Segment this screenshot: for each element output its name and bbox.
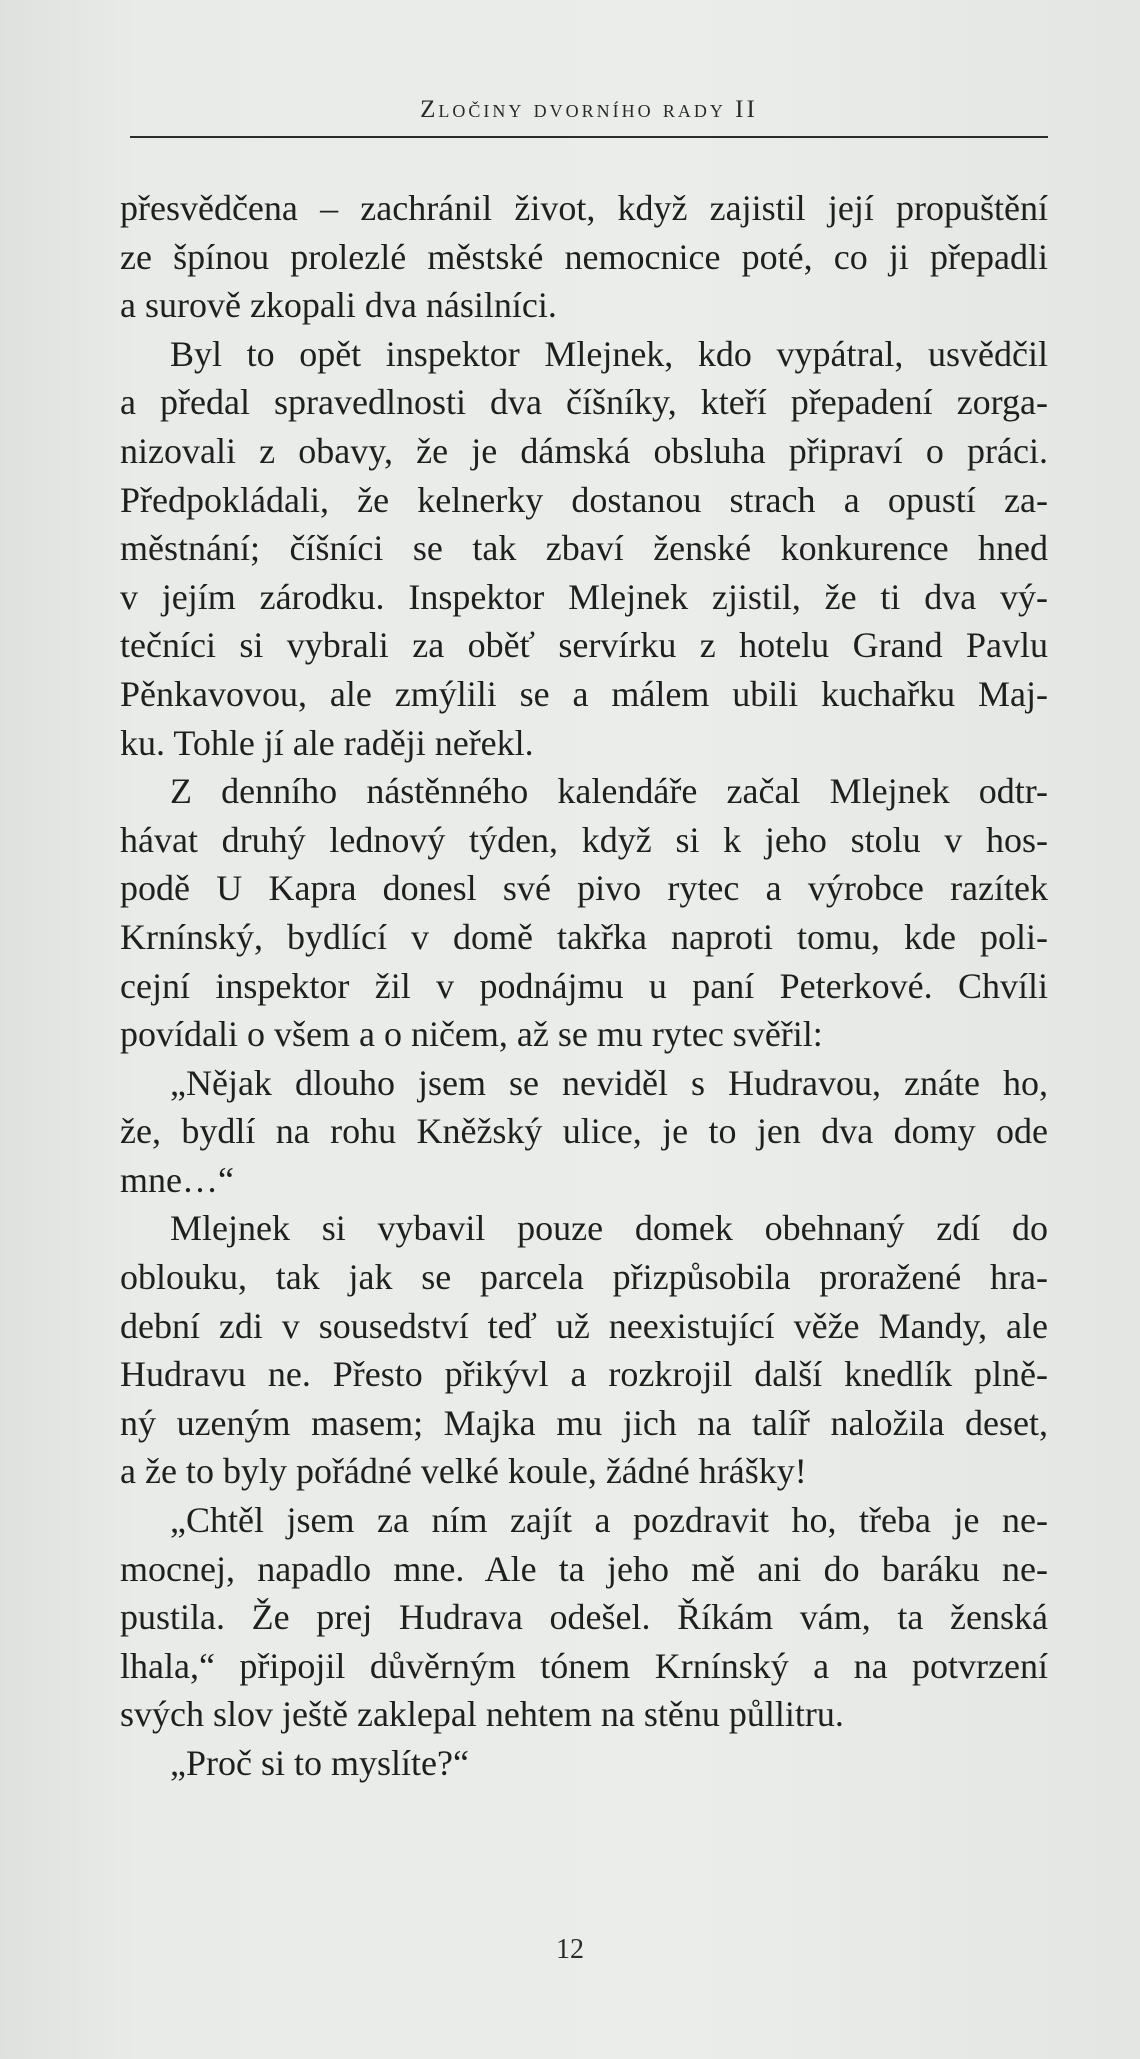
page-number: 12 — [556, 1934, 584, 1965]
text-line: a že to byly pořádné velké koule, žádné hrášky! — [120, 1451, 807, 1492]
text-line: Mlejnek si vybavil pouze domek obehnaný zdí do — [170, 1208, 1048, 1249]
text-line: Hudravu ne. Přesto přikývl a rozkrojil další knedlík plně- — [120, 1354, 1048, 1395]
text-line: dební zdi v sousedství teď už neexistující věže Mandy, ale — [120, 1305, 1048, 1346]
text-line: podě U Kapra donesl své pivo rytec a výrobce razítek — [120, 868, 1048, 909]
body-text — [120, 184, 1048, 1788]
text-line: přesvědčena – zachránil život, když zajistil její propuštění — [120, 188, 1048, 228]
text-line: hávat druhý lednový týden, když si k jeho stolu v hos- — [120, 819, 1048, 860]
text-line: „Chtěl jsem za ním zajít a pozdravit ho, třeba je ne- — [170, 1500, 1048, 1541]
text-line: Krnínský, bydlící v domě takřka naproti tomu, kde poli- — [120, 916, 1048, 957]
text-line: povídali o všem a o ničem, až se mu rytec svěřil: — [120, 1014, 823, 1055]
text-line: mne…“ — [120, 1159, 234, 1200]
text-line: Byl to opět inspektor Mlejnek, kdo vypátral, usvědčil — [170, 333, 1048, 374]
text-line: a surově zkopali dva násilníci. — [120, 285, 557, 326]
header-rule — [130, 136, 1048, 138]
text-line: pustila. Že prej Hudrava odešel. Říkám vám, ta ženská — [120, 1597, 1048, 1638]
text-line: Předpokládali, že kelnerky dostanou strach a opustí za- — [120, 479, 1048, 520]
text-line: cejní inspektor žil v podnájmu u paní Peterkové. Chvíli — [120, 965, 1048, 1006]
text-line: ku. Tohle jí ale raději neřekl. — [120, 722, 534, 763]
text-line: a předal spravedlnosti dva číšníky, kteří přepadení zorga- — [120, 382, 1048, 423]
text-line: ze špínou prolezlé městské nemocnice poté, co ji přepadli — [120, 236, 1048, 277]
text-line: oblouku, tak jak se parcela přizpůsobila proražené hra- — [120, 1257, 1048, 1298]
text-line: lhala,“ připojil důvěrným tónem Krnínský a na potvrzení — [120, 1645, 1048, 1686]
text-line: ný uzeným masem; Majka mu jich na talíř naložila deset, — [120, 1402, 1048, 1443]
text-line: tečníci si vybrali za oběť servírku z hotelu Grand Pavlu — [120, 625, 1048, 666]
text-line: „Proč si to myslíte?“ — [170, 1743, 469, 1783]
text-line: svých slov ještě zaklepal nehtem na stěnu půllitru. — [120, 1694, 844, 1735]
text-line: že, bydlí na rohu Kněžský ulice, je to jen dva domy ode — [120, 1111, 1048, 1152]
text-line: Pěnkavovou, ale zmýlili se a málem ubili kuchařku Maj- — [120, 673, 1048, 714]
text-line: mocnej, napadlo mne. Ale ta jeho mě ani do baráku ne- — [120, 1548, 1048, 1589]
text-line: nizovali z obavy, že je dámská obsluha připraví o práci. — [120, 430, 1048, 471]
running-header: Zločiny dvorního rady II — [420, 96, 758, 123]
text-line: městnání; číšníci se tak zbaví ženské konkurence hned — [120, 528, 1048, 569]
text-line: Z denního nástěnného kalendáře začal Mlejnek odtr- — [170, 771, 1048, 812]
text-line: „Nějak dlouho jsem se neviděl s Hudravou, znáte ho, — [170, 1062, 1048, 1103]
text-line: v jejím zárodku. Inspektor Mlejnek zjistil, že ti dva vý- — [120, 576, 1048, 617]
